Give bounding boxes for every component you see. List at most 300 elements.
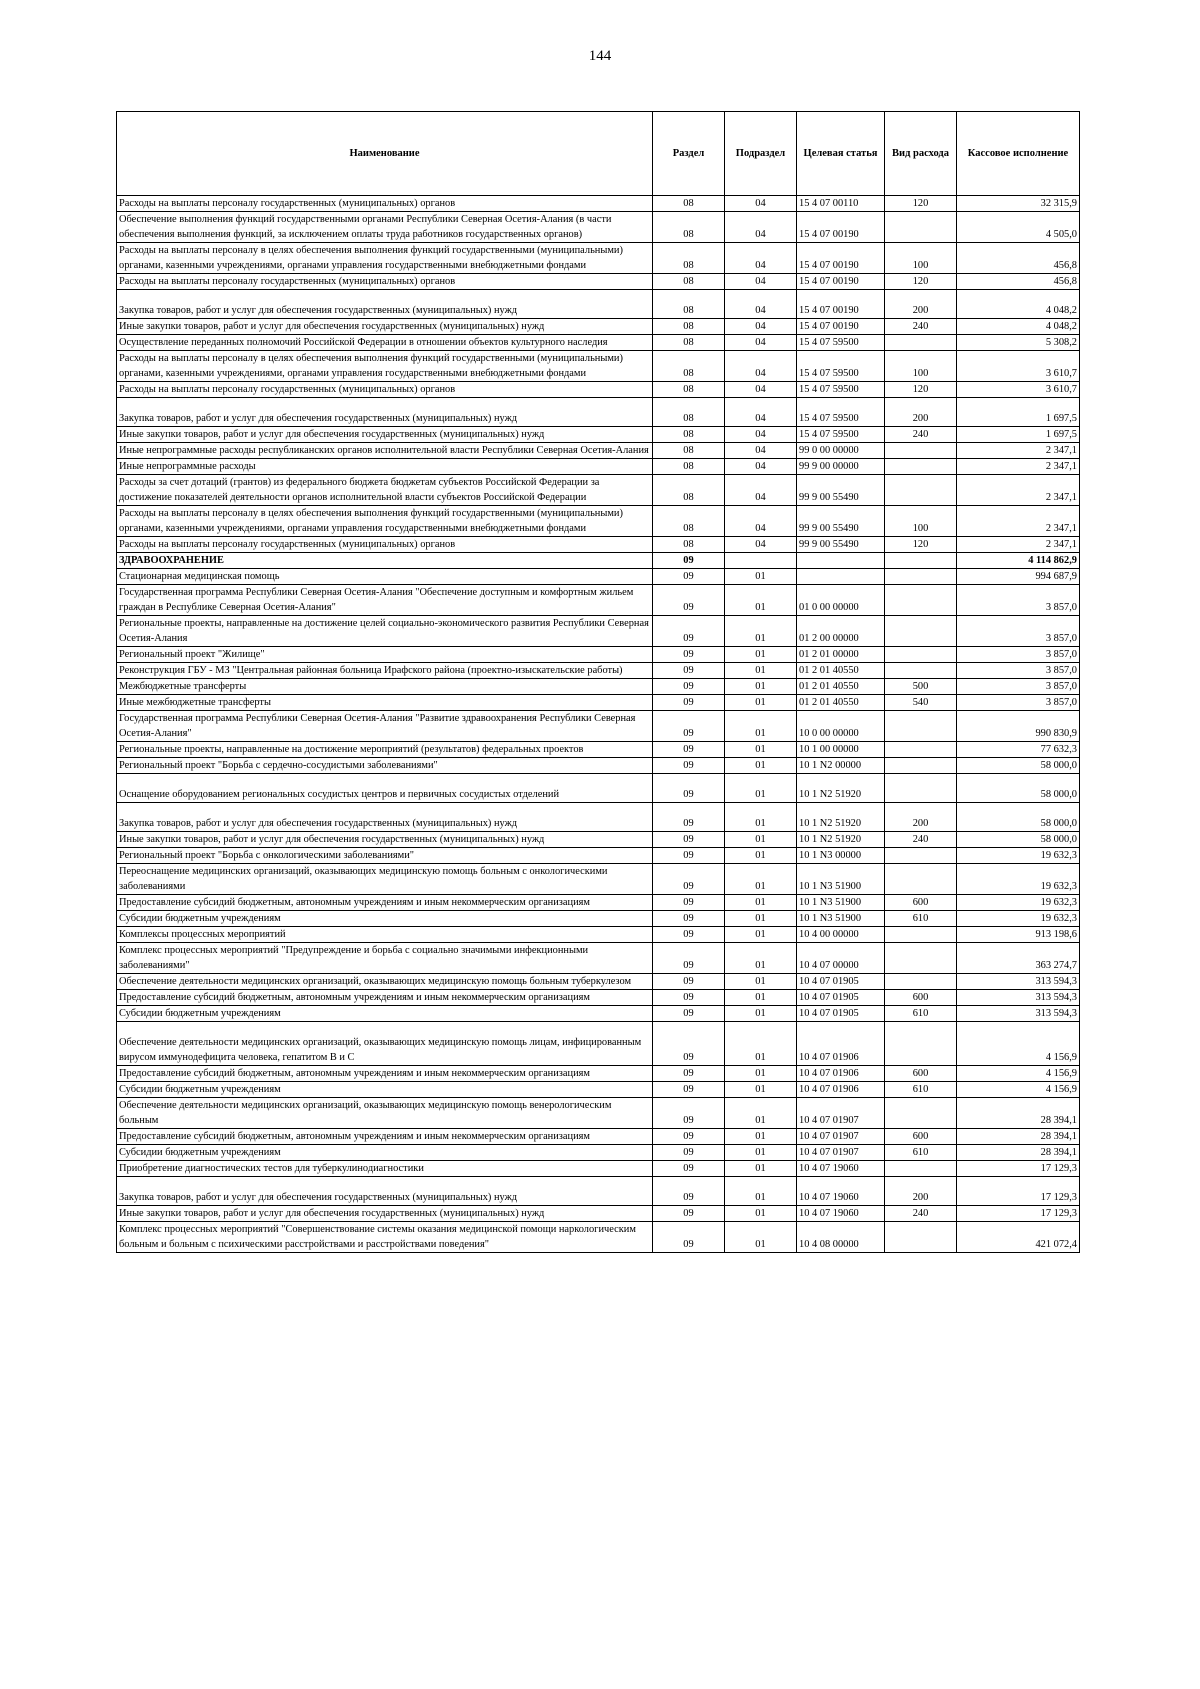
row-amount-cell: 913 198,6 bbox=[957, 927, 1080, 943]
row-amount-cell: 77 632,3 bbox=[957, 742, 1080, 758]
row-subsection-cell: 01 bbox=[725, 911, 797, 927]
row-name-cell: Иные закупки товаров, работ и услуг для обеспечения государственных (муниципальных) нужд bbox=[117, 319, 653, 335]
row-section-cell: 08 bbox=[653, 290, 725, 319]
row-subsection-cell: 04 bbox=[725, 459, 797, 475]
table-header-row bbox=[117, 112, 1080, 196]
row-amount-cell: 4 505,0 bbox=[957, 212, 1080, 243]
row-subsection-cell: 01 bbox=[725, 663, 797, 679]
row-section-cell: 09 bbox=[653, 569, 725, 585]
table-row bbox=[117, 990, 1080, 1006]
row-name-cell: Закупка товаров, работ и услуг для обеспечения государственных (муниципальных) нужд bbox=[117, 1177, 653, 1206]
row-subsection-cell: 01 bbox=[725, 803, 797, 832]
table-row bbox=[117, 742, 1080, 758]
table-row bbox=[117, 585, 1080, 616]
row-name-cell: Предоставление субсидий бюджетным, автономным учреждениям и иным некоммерческим организациям bbox=[117, 1066, 653, 1082]
row-name-cell: Иные закупки товаров, работ и услуг для обеспечения государственных (муниципальных) нужд bbox=[117, 427, 653, 443]
row-target-cell: 15 4 07 59500 bbox=[797, 398, 885, 427]
row-expense-cell bbox=[885, 443, 957, 459]
row-expense-cell: 120 bbox=[885, 537, 957, 553]
row-subsection-cell: 01 bbox=[725, 1145, 797, 1161]
row-section-cell: 09 bbox=[653, 974, 725, 990]
row-target-cell: 10 1 N3 51900 bbox=[797, 895, 885, 911]
row-name-cell: Расходы на выплаты персоналу государственных (муниципальных) органов bbox=[117, 382, 653, 398]
row-target-cell: 99 9 00 00000 bbox=[797, 459, 885, 475]
row-subsection-cell: 04 bbox=[725, 382, 797, 398]
row-target-cell: 10 4 07 01906 bbox=[797, 1082, 885, 1098]
row-subsection-cell: 04 bbox=[725, 274, 797, 290]
row-section-cell: 08 bbox=[653, 537, 725, 553]
table-row bbox=[117, 274, 1080, 290]
row-amount-cell: 3 857,0 bbox=[957, 585, 1080, 616]
row-target-cell: 15 4 07 00110 bbox=[797, 196, 885, 212]
row-amount-cell: 1 697,5 bbox=[957, 427, 1080, 443]
row-amount-cell: 19 632,3 bbox=[957, 911, 1080, 927]
row-target-cell: 10 1 N2 51920 bbox=[797, 803, 885, 832]
row-section-cell: 08 bbox=[653, 212, 725, 243]
row-subsection-cell: 01 bbox=[725, 1098, 797, 1129]
row-amount-cell: 3 610,7 bbox=[957, 351, 1080, 382]
row-name-cell: Предоставление субсидий бюджетным, автономным учреждениям и иным некоммерческим организациям bbox=[117, 990, 653, 1006]
row-target-cell: 99 9 00 55490 bbox=[797, 475, 885, 506]
row-amount-cell: 3 857,0 bbox=[957, 616, 1080, 647]
table-row bbox=[117, 1082, 1080, 1098]
row-subsection-cell: 01 bbox=[725, 943, 797, 974]
row-subsection-cell: 04 bbox=[725, 243, 797, 274]
row-name-cell: Расходы на выплаты персоналу в целях обеспечения выполнения функций государственными (муниципальными) органами, казенными учреждениями, органами управления государственными внебюджетными фондами bbox=[117, 506, 653, 537]
row-section-cell: 09 bbox=[653, 943, 725, 974]
row-amount-cell: 3 857,0 bbox=[957, 679, 1080, 695]
row-target-cell: 15 4 07 59500 bbox=[797, 382, 885, 398]
row-section-cell: 09 bbox=[653, 832, 725, 848]
row-target-cell: 10 0 00 00000 bbox=[797, 711, 885, 742]
row-section-cell: 09 bbox=[653, 864, 725, 895]
table-row bbox=[117, 506, 1080, 537]
header-amount: Кассовое исполнение bbox=[957, 112, 1080, 196]
row-name-cell: Субсидии бюджетным учреждениям bbox=[117, 911, 653, 927]
table-row bbox=[117, 616, 1080, 647]
row-target-cell: 15 4 07 00190 bbox=[797, 319, 885, 335]
table-row bbox=[117, 1145, 1080, 1161]
row-section-cell: 09 bbox=[653, 990, 725, 1006]
row-target-cell: 15 4 07 00190 bbox=[797, 212, 885, 243]
row-amount-cell: 28 394,1 bbox=[957, 1098, 1080, 1129]
row-expense-cell bbox=[885, 616, 957, 647]
row-subsection-cell: 01 bbox=[725, 616, 797, 647]
row-section-cell: 08 bbox=[653, 459, 725, 475]
row-expense-cell bbox=[885, 335, 957, 351]
row-target-cell: 01 2 01 40550 bbox=[797, 679, 885, 695]
table-row bbox=[117, 758, 1080, 774]
row-subsection-cell: 01 bbox=[725, 864, 797, 895]
row-amount-cell: 19 632,3 bbox=[957, 895, 1080, 911]
table-row bbox=[117, 427, 1080, 443]
row-section-cell: 09 bbox=[653, 1129, 725, 1145]
row-expense-cell bbox=[885, 758, 957, 774]
row-target-cell: 10 1 N3 51900 bbox=[797, 911, 885, 927]
table-row bbox=[117, 443, 1080, 459]
row-target-cell: 99 9 00 55490 bbox=[797, 506, 885, 537]
table-row bbox=[117, 1206, 1080, 1222]
row-amount-cell: 2 347,1 bbox=[957, 475, 1080, 506]
row-expense-cell bbox=[885, 647, 957, 663]
row-subsection-cell: 01 bbox=[725, 1206, 797, 1222]
row-name-cell: Расходы на выплаты персоналу в целях обеспечения выполнения функций государственными (муниципальными) органами, казенными учреждениями, органами управления государственными внебюджетными фондами bbox=[117, 243, 653, 274]
row-section-cell: 09 bbox=[653, 1066, 725, 1082]
row-amount-cell: 4 048,2 bbox=[957, 290, 1080, 319]
row-expense-cell bbox=[885, 943, 957, 974]
row-subsection-cell: 04 bbox=[725, 212, 797, 243]
table-row bbox=[117, 695, 1080, 711]
row-section-cell: 09 bbox=[653, 647, 725, 663]
row-name-cell: Обеспечение деятельности медицинских организаций, оказывающих медицинскую помощь больным туберкулезом bbox=[117, 974, 653, 990]
row-target-cell: 10 1 N2 00000 bbox=[797, 758, 885, 774]
row-target-cell: 10 4 07 01905 bbox=[797, 1006, 885, 1022]
row-subsection-cell: 04 bbox=[725, 506, 797, 537]
table-row bbox=[117, 974, 1080, 990]
row-subsection-cell: 01 bbox=[725, 1161, 797, 1177]
row-subsection-cell: 01 bbox=[725, 927, 797, 943]
row-name-cell: Расходы на выплаты персоналу государственных (муниципальных) органов bbox=[117, 537, 653, 553]
row-expense-cell bbox=[885, 1098, 957, 1129]
row-expense-cell: 100 bbox=[885, 506, 957, 537]
row-expense-cell bbox=[885, 585, 957, 616]
row-target-cell: 01 2 01 40550 bbox=[797, 695, 885, 711]
row-target-cell bbox=[797, 553, 885, 569]
row-name-cell: Предоставление субсидий бюджетным, автономным учреждениям и иным некоммерческим организациям bbox=[117, 895, 653, 911]
row-target-cell: 15 4 07 59500 bbox=[797, 335, 885, 351]
row-expense-cell bbox=[885, 774, 957, 803]
table-row bbox=[117, 711, 1080, 742]
row-subsection-cell: 01 bbox=[725, 990, 797, 1006]
row-name-cell: Расходы на выплаты персоналу в целях обеспечения выполнения функций государственными (муниципальными) органами, казенными учреждениями, органами управления государственными внебюджетными фондами bbox=[117, 351, 653, 382]
page-number: 144 bbox=[588, 48, 612, 64]
table-row bbox=[117, 647, 1080, 663]
table-row bbox=[117, 911, 1080, 927]
table-row bbox=[117, 1222, 1080, 1253]
row-amount-cell: 3 610,7 bbox=[957, 382, 1080, 398]
row-section-cell: 09 bbox=[653, 1206, 725, 1222]
row-name-cell: Комплексы процессных мероприятий bbox=[117, 927, 653, 943]
header-subsection: Подраздел bbox=[725, 112, 797, 196]
table-row bbox=[117, 679, 1080, 695]
row-amount-cell: 990 830,9 bbox=[957, 711, 1080, 742]
row-amount-cell: 456,8 bbox=[957, 274, 1080, 290]
row-amount-cell: 58 000,0 bbox=[957, 774, 1080, 803]
row-expense-cell: 200 bbox=[885, 290, 957, 319]
row-name-cell: Закупка товаров, работ и услуг для обеспечения государственных (муниципальных) нужд bbox=[117, 290, 653, 319]
header-name: Наименование bbox=[117, 112, 653, 196]
row-amount-cell: 32 315,9 bbox=[957, 196, 1080, 212]
row-expense-cell: 200 bbox=[885, 398, 957, 427]
row-amount-cell: 58 000,0 bbox=[957, 758, 1080, 774]
row-section-cell: 09 bbox=[653, 1222, 725, 1253]
row-expense-cell: 120 bbox=[885, 382, 957, 398]
row-target-cell: 10 1 N3 00000 bbox=[797, 848, 885, 864]
row-name-cell: Расходы за счет дотаций (грантов) из федерального бюджета бюджетам субъектов Российской Федерации за достижение показателей деятельности органов исполнительной власти субъектов Российской Федерации bbox=[117, 475, 653, 506]
row-amount-cell: 3 857,0 bbox=[957, 695, 1080, 711]
row-amount-cell: 4 048,2 bbox=[957, 319, 1080, 335]
row-target-cell: 10 1 N3 51900 bbox=[797, 864, 885, 895]
table-row bbox=[117, 1022, 1080, 1066]
row-expense-cell bbox=[885, 1022, 957, 1066]
row-name-cell: ЗДРАВООХРАНЕНИЕ bbox=[117, 553, 653, 569]
row-name-cell: Субсидии бюджетным учреждениям bbox=[117, 1145, 653, 1161]
row-amount-cell: 4 156,9 bbox=[957, 1022, 1080, 1066]
row-expense-cell: 200 bbox=[885, 803, 957, 832]
row-subsection-cell: 01 bbox=[725, 1006, 797, 1022]
row-expense-cell: 200 bbox=[885, 1177, 957, 1206]
row-target-cell: 99 0 00 00000 bbox=[797, 443, 885, 459]
row-target-cell: 15 4 07 00190 bbox=[797, 274, 885, 290]
table-row bbox=[117, 1161, 1080, 1177]
table-row bbox=[117, 569, 1080, 585]
row-target-cell: 10 4 07 01906 bbox=[797, 1066, 885, 1082]
row-subsection-cell: 04 bbox=[725, 537, 797, 553]
row-section-cell: 09 bbox=[653, 1098, 725, 1129]
table-row bbox=[117, 943, 1080, 974]
row-amount-cell: 363 274,7 bbox=[957, 943, 1080, 974]
row-name-cell: Региональные проекты, направленные на достижение целей социально-экономического развития Республики Северная Осетия-Алания bbox=[117, 616, 653, 647]
row-expense-cell bbox=[885, 1222, 957, 1253]
row-subsection-cell: 01 bbox=[725, 1129, 797, 1145]
row-subsection-cell: 01 bbox=[725, 895, 797, 911]
row-amount-cell: 2 347,1 bbox=[957, 537, 1080, 553]
row-amount-cell: 3 857,0 bbox=[957, 663, 1080, 679]
row-target-cell: 10 4 07 01905 bbox=[797, 974, 885, 990]
row-subsection-cell: 01 bbox=[725, 569, 797, 585]
row-name-cell: Осуществление переданных полномочий Российской Федерации в отношении объектов культурного наследия bbox=[117, 335, 653, 351]
row-amount-cell: 17 129,3 bbox=[957, 1161, 1080, 1177]
row-subsection-cell: 04 bbox=[725, 335, 797, 351]
row-subsection-cell bbox=[725, 553, 797, 569]
row-subsection-cell: 04 bbox=[725, 319, 797, 335]
row-name-cell: Иные непрограммные расходы республиканских органов исполнительной власти Республики Северная Осетия-Алания bbox=[117, 443, 653, 459]
row-target-cell: 10 1 00 00000 bbox=[797, 742, 885, 758]
row-name-cell: Стационарная медицинская помощь bbox=[117, 569, 653, 585]
row-expense-cell: 500 bbox=[885, 679, 957, 695]
table-row bbox=[117, 290, 1080, 319]
row-section-cell: 09 bbox=[653, 911, 725, 927]
row-section-cell: 09 bbox=[653, 774, 725, 803]
row-amount-cell: 2 347,1 bbox=[957, 459, 1080, 475]
row-subsection-cell: 04 bbox=[725, 196, 797, 212]
row-expense-cell bbox=[885, 1161, 957, 1177]
row-amount-cell: 994 687,9 bbox=[957, 569, 1080, 585]
row-section-cell: 09 bbox=[653, 679, 725, 695]
row-section-cell: 08 bbox=[653, 398, 725, 427]
row-expense-cell bbox=[885, 974, 957, 990]
row-amount-cell: 5 308,2 bbox=[957, 335, 1080, 351]
row-expense-cell: 600 bbox=[885, 1066, 957, 1082]
row-expense-cell: 100 bbox=[885, 351, 957, 382]
row-subsection-cell: 01 bbox=[725, 1222, 797, 1253]
table-row bbox=[117, 1006, 1080, 1022]
row-subsection-cell: 01 bbox=[725, 758, 797, 774]
row-section-cell: 09 bbox=[653, 1082, 725, 1098]
row-target-cell: 15 4 07 00190 bbox=[797, 243, 885, 274]
row-target-cell: 10 4 07 01907 bbox=[797, 1129, 885, 1145]
row-section-cell: 08 bbox=[653, 351, 725, 382]
row-target-cell: 10 4 07 19060 bbox=[797, 1161, 885, 1177]
table-row bbox=[117, 212, 1080, 243]
row-expense-cell: 610 bbox=[885, 911, 957, 927]
row-section-cell: 09 bbox=[653, 742, 725, 758]
row-target-cell: 15 4 07 59500 bbox=[797, 351, 885, 382]
row-amount-cell: 1 697,5 bbox=[957, 398, 1080, 427]
row-target-cell: 10 1 N2 51920 bbox=[797, 774, 885, 803]
row-expense-cell: 120 bbox=[885, 274, 957, 290]
table-row bbox=[117, 351, 1080, 382]
row-amount-cell: 58 000,0 bbox=[957, 803, 1080, 832]
row-name-cell: Иные межбюджетные трансферты bbox=[117, 695, 653, 711]
row-section-cell: 09 bbox=[653, 803, 725, 832]
row-subsection-cell: 04 bbox=[725, 427, 797, 443]
row-name-cell: Государственная программа Республики Северная Осетия-Алания "Развитие здравоохранения Республики Северная Осетия-Алания" bbox=[117, 711, 653, 742]
table-row bbox=[117, 1177, 1080, 1206]
row-expense-cell bbox=[885, 553, 957, 569]
row-target-cell: 10 4 07 01907 bbox=[797, 1098, 885, 1129]
row-name-cell: Приобретение диагностических тестов для туберкулинодиагностики bbox=[117, 1161, 653, 1177]
table-row bbox=[117, 475, 1080, 506]
row-expense-cell bbox=[885, 927, 957, 943]
row-target-cell bbox=[797, 569, 885, 585]
row-subsection-cell: 04 bbox=[725, 290, 797, 319]
header-section: Раздел bbox=[653, 112, 725, 196]
row-amount-cell: 17 129,3 bbox=[957, 1206, 1080, 1222]
row-name-cell: Закупка товаров, работ и услуг для обеспечения государственных (муниципальных) нужд bbox=[117, 803, 653, 832]
row-section-cell: 08 bbox=[653, 443, 725, 459]
row-expense-cell: 240 bbox=[885, 832, 957, 848]
row-target-cell: 15 4 07 59500 bbox=[797, 427, 885, 443]
row-name-cell: Расходы на выплаты персоналу государственных (муниципальных) органов bbox=[117, 196, 653, 212]
row-expense-cell bbox=[885, 459, 957, 475]
row-expense-cell bbox=[885, 742, 957, 758]
row-section-cell: 09 bbox=[653, 695, 725, 711]
table-row bbox=[117, 774, 1080, 803]
row-section-cell: 08 bbox=[653, 382, 725, 398]
row-section-cell: 08 bbox=[653, 506, 725, 537]
row-amount-cell: 3 857,0 bbox=[957, 647, 1080, 663]
row-name-cell: Обеспечение выполнения функций государственными органами Республики Северная Осетия-Алания (в части обеспечения выполнения функций, за исключением оплаты труда работников государственных органов) bbox=[117, 212, 653, 243]
row-expense-cell: 240 bbox=[885, 1206, 957, 1222]
row-target-cell: 10 4 07 19060 bbox=[797, 1206, 885, 1222]
row-target-cell: 10 4 07 19060 bbox=[797, 1177, 885, 1206]
row-amount-cell: 19 632,3 bbox=[957, 864, 1080, 895]
row-target-cell: 01 2 01 40550 bbox=[797, 663, 885, 679]
row-name-cell: Межбюджетные трансферты bbox=[117, 679, 653, 695]
row-subsection-cell: 04 bbox=[725, 351, 797, 382]
row-expense-cell: 100 bbox=[885, 243, 957, 274]
row-expense-cell bbox=[885, 848, 957, 864]
table-row bbox=[117, 196, 1080, 212]
row-amount-cell: 313 594,3 bbox=[957, 990, 1080, 1006]
table-row bbox=[117, 553, 1080, 569]
table-row bbox=[117, 1066, 1080, 1082]
row-expense-cell bbox=[885, 711, 957, 742]
row-name-cell: Субсидии бюджетным учреждениям bbox=[117, 1082, 653, 1098]
row-subsection-cell: 01 bbox=[725, 695, 797, 711]
row-subsection-cell: 01 bbox=[725, 711, 797, 742]
row-subsection-cell: 01 bbox=[725, 848, 797, 864]
row-target-cell: 15 4 07 00190 bbox=[797, 290, 885, 319]
row-expense-cell bbox=[885, 663, 957, 679]
table-row bbox=[117, 243, 1080, 274]
row-amount-cell: 4 114 862,9 bbox=[957, 553, 1080, 569]
table-row bbox=[117, 663, 1080, 679]
row-name-cell: Региональный проект "Борьба с онкологическими заболеваниями" bbox=[117, 848, 653, 864]
budget-table bbox=[116, 111, 1080, 1253]
table-body bbox=[117, 196, 1080, 1253]
row-subsection-cell: 01 bbox=[725, 1066, 797, 1082]
row-target-cell: 99 9 00 55490 bbox=[797, 537, 885, 553]
row-section-cell: 09 bbox=[653, 927, 725, 943]
row-amount-cell: 17 129,3 bbox=[957, 1177, 1080, 1206]
table-row bbox=[117, 895, 1080, 911]
row-target-cell: 10 4 00 00000 bbox=[797, 927, 885, 943]
row-section-cell: 09 bbox=[653, 711, 725, 742]
table-row bbox=[117, 832, 1080, 848]
row-subsection-cell: 04 bbox=[725, 398, 797, 427]
table-row bbox=[117, 803, 1080, 832]
row-name-cell: Субсидии бюджетным учреждениям bbox=[117, 1006, 653, 1022]
row-amount-cell: 313 594,3 bbox=[957, 974, 1080, 990]
row-target-cell: 10 4 08 00000 bbox=[797, 1222, 885, 1253]
row-section-cell: 08 bbox=[653, 319, 725, 335]
row-name-cell: Иные закупки товаров, работ и услуг для обеспечения государственных (муниципальных) нужд bbox=[117, 832, 653, 848]
row-name-cell: Региональный проект "Борьба с сердечно-сосудистыми заболеваниями" bbox=[117, 758, 653, 774]
row-name-cell: Расходы на выплаты персоналу государственных (муниципальных) органов bbox=[117, 274, 653, 290]
row-name-cell: Оснащение оборудованием региональных сосудистых центров и первичных сосудистых отделений bbox=[117, 774, 653, 803]
row-target-cell: 10 4 07 01906 bbox=[797, 1022, 885, 1066]
row-section-cell: 08 bbox=[653, 475, 725, 506]
row-expense-cell: 600 bbox=[885, 990, 957, 1006]
row-subsection-cell: 01 bbox=[725, 679, 797, 695]
row-target-cell: 01 2 00 00000 bbox=[797, 616, 885, 647]
table-row bbox=[117, 1098, 1080, 1129]
row-expense-cell: 600 bbox=[885, 895, 957, 911]
row-amount-cell: 4 156,9 bbox=[957, 1066, 1080, 1082]
row-amount-cell: 19 632,3 bbox=[957, 848, 1080, 864]
table-row bbox=[117, 382, 1080, 398]
row-amount-cell: 421 072,4 bbox=[957, 1222, 1080, 1253]
row-subsection-cell: 04 bbox=[725, 475, 797, 506]
row-section-cell: 09 bbox=[653, 1006, 725, 1022]
row-section-cell: 09 bbox=[653, 848, 725, 864]
row-subsection-cell: 04 bbox=[725, 443, 797, 459]
row-expense-cell bbox=[885, 475, 957, 506]
row-target-cell: 10 1 N2 51920 bbox=[797, 832, 885, 848]
row-name-cell: Переоснащение медицинских организаций, оказывающих медицинскую помощь больным с онкологическими заболеваниями bbox=[117, 864, 653, 895]
row-expense-cell bbox=[885, 864, 957, 895]
row-expense-cell bbox=[885, 569, 957, 585]
row-amount-cell: 28 394,1 bbox=[957, 1129, 1080, 1145]
row-subsection-cell: 01 bbox=[725, 1022, 797, 1066]
row-amount-cell: 4 156,9 bbox=[957, 1082, 1080, 1098]
row-subsection-cell: 01 bbox=[725, 832, 797, 848]
row-subsection-cell: 01 bbox=[725, 742, 797, 758]
row-name-cell: Государственная программа Республики Северная Осетия-Алания "Обеспечение доступным и комфортным жильем граждан в Республике Северная Осетия-Алания" bbox=[117, 585, 653, 616]
table-row bbox=[117, 319, 1080, 335]
row-name-cell: Комплекс процессных мероприятий "Предупреждение и борьба с социально значимыми инфекционными заболеваниями" bbox=[117, 943, 653, 974]
table-row bbox=[117, 927, 1080, 943]
row-section-cell: 09 bbox=[653, 1145, 725, 1161]
row-section-cell: 08 bbox=[653, 243, 725, 274]
row-section-cell: 08 bbox=[653, 196, 725, 212]
table-row bbox=[117, 1129, 1080, 1145]
row-section-cell: 09 bbox=[653, 1177, 725, 1206]
row-amount-cell: 2 347,1 bbox=[957, 506, 1080, 537]
row-expense-cell bbox=[885, 212, 957, 243]
